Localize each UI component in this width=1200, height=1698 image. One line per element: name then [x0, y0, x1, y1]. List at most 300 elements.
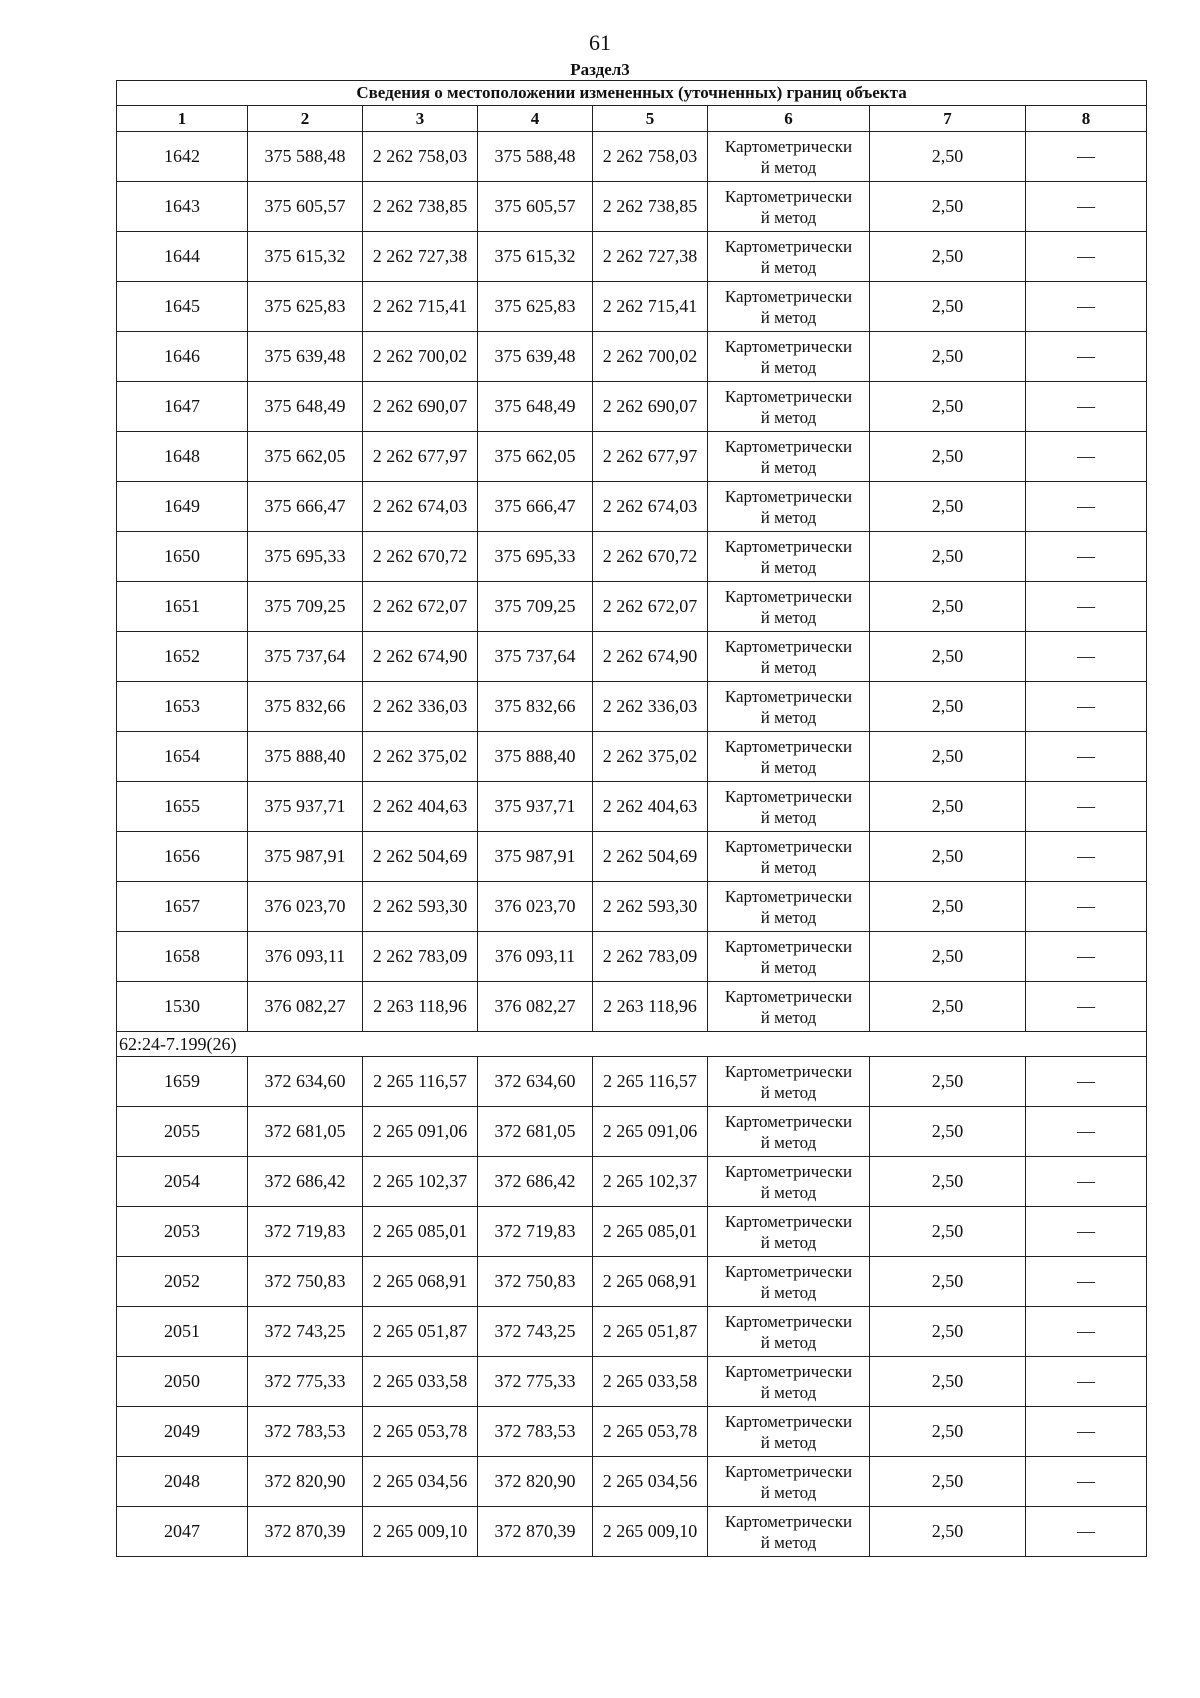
point-number-cell: 1653 [117, 682, 248, 732]
method-line: й метод [760, 1282, 817, 1302]
method-line: й метод [760, 707, 817, 727]
method-line: Картометрически [724, 1361, 853, 1381]
method-line: й метод [760, 607, 817, 627]
method-line: й метод [760, 907, 817, 927]
description-cell: — [1026, 482, 1147, 532]
accuracy-cell: 2,50 [870, 1357, 1026, 1407]
accuracy-cell: 2,50 [870, 882, 1026, 932]
table-row [117, 182, 1147, 232]
point-number-cell: 1645 [117, 282, 248, 332]
accuracy-cell: 2,50 [870, 482, 1026, 532]
method-line: Картометрически [724, 286, 853, 306]
y-coordinate-new-cell: 2 265 102,37 [593, 1157, 708, 1207]
y-coordinate-existing-cell: 2 262 758,03 [363, 132, 478, 182]
point-number-cell: 2055 [117, 1107, 248, 1157]
description-cell: — [1026, 1457, 1147, 1507]
description-cell: — [1026, 682, 1147, 732]
description-cell: — [1026, 332, 1147, 382]
y-coordinate-existing-cell: 2 262 700,02 [363, 332, 478, 382]
accuracy-cell: 2,50 [870, 1507, 1026, 1557]
y-coordinate-new-cell: 2 262 783,09 [593, 932, 708, 982]
method-cell [708, 1307, 870, 1357]
column-number: 5 [593, 106, 708, 132]
accuracy-cell: 2,50 [870, 582, 1026, 632]
method-line: Картометрически [724, 1311, 853, 1331]
x-coordinate-existing-cell: 375 737,64 [248, 632, 363, 682]
method-cell [708, 832, 870, 882]
method-line: Картометрически [724, 436, 853, 456]
x-coordinate-existing-cell: 372 870,39 [248, 1507, 363, 1557]
y-coordinate-existing-cell: 2 262 672,07 [363, 582, 478, 632]
method-line: Картометрически [724, 336, 853, 356]
y-coordinate-existing-cell: 2 265 116,57 [363, 1057, 478, 1107]
y-coordinate-existing-cell: 2 262 690,07 [363, 382, 478, 432]
x-coordinate-existing-cell: 372 743,25 [248, 1307, 363, 1357]
method-line: й метод [760, 207, 817, 227]
y-coordinate-new-cell: 2 265 034,56 [593, 1457, 708, 1507]
accuracy-cell: 2,50 [870, 1307, 1026, 1357]
table-row [117, 1207, 1147, 1257]
method-line: Картометрически [724, 836, 853, 856]
y-coordinate-new-cell: 2 263 118,96 [593, 982, 708, 1032]
method-line: Картометрически [724, 1061, 853, 1081]
x-coordinate-existing-cell: 375 888,40 [248, 732, 363, 782]
description-cell: — [1026, 1407, 1147, 1457]
table-row [117, 1407, 1147, 1457]
column-number: 3 [363, 106, 478, 132]
y-coordinate-existing-cell: 2 263 118,96 [363, 982, 478, 1032]
y-coordinate-existing-cell: 2 265 102,37 [363, 1157, 478, 1207]
method-line: Картометрически [724, 386, 853, 406]
column-number-row [117, 106, 1147, 132]
column-number: 6 [708, 106, 870, 132]
y-coordinate-existing-cell: 2 262 336,03 [363, 682, 478, 732]
method-line: й метод [760, 1332, 817, 1352]
table-row [117, 982, 1147, 1032]
accuracy-cell: 2,50 [870, 732, 1026, 782]
x-coordinate-existing-cell: 375 648,49 [248, 382, 363, 432]
point-number-cell: 1650 [117, 532, 248, 582]
y-coordinate-existing-cell: 2 265 091,06 [363, 1107, 478, 1157]
x-coordinate-new-cell: 375 666,47 [478, 482, 593, 532]
y-coordinate-existing-cell: 2 265 085,01 [363, 1207, 478, 1257]
method-cell [708, 532, 870, 582]
method-cell [708, 1107, 870, 1157]
x-coordinate-new-cell: 372 820,90 [478, 1457, 593, 1507]
method-cell [708, 582, 870, 632]
x-coordinate-new-cell: 375 605,57 [478, 182, 593, 232]
x-coordinate-new-cell: 375 639,48 [478, 332, 593, 382]
method-line: Картометрически [724, 736, 853, 756]
method-line: й метод [760, 457, 817, 477]
x-coordinate-new-cell: 372 743,25 [478, 1307, 593, 1357]
x-coordinate-existing-cell: 376 082,27 [248, 982, 363, 1032]
method-line: Картометрически [724, 936, 853, 956]
method-line: Картометрически [724, 686, 853, 706]
x-coordinate-new-cell: 372 634,60 [478, 1057, 593, 1107]
y-coordinate-existing-cell: 2 262 404,63 [363, 782, 478, 832]
method-line: Картометрически [724, 1261, 853, 1281]
y-coordinate-new-cell: 2 265 116,57 [593, 1057, 708, 1107]
y-coordinate-existing-cell: 2 265 009,10 [363, 1507, 478, 1557]
y-coordinate-existing-cell: 2 262 677,97 [363, 432, 478, 482]
method-cell [708, 332, 870, 382]
description-cell: — [1026, 1307, 1147, 1357]
table-caption: Сведения о местоположении измененных (уточненных) границ объекта [117, 81, 1147, 106]
description-cell: — [1026, 1207, 1147, 1257]
method-cell [708, 1057, 870, 1107]
accuracy-cell: 2,50 [870, 332, 1026, 382]
x-coordinate-existing-cell: 372 820,90 [248, 1457, 363, 1507]
table-row [117, 1257, 1147, 1307]
method-line: й метод [760, 1132, 817, 1152]
description-cell: — [1026, 1507, 1147, 1557]
method-cell [708, 1357, 870, 1407]
table-row [117, 1357, 1147, 1407]
accuracy-cell: 2,50 [870, 432, 1026, 482]
group-label: 62:24-7.199(26) [117, 1032, 1147, 1057]
accuracy-cell: 2,50 [870, 1057, 1026, 1107]
x-coordinate-new-cell: 375 832,66 [478, 682, 593, 732]
description-cell: — [1026, 382, 1147, 432]
x-coordinate-new-cell: 372 775,33 [478, 1357, 593, 1407]
accuracy-cell: 2,50 [870, 932, 1026, 982]
y-coordinate-new-cell: 2 265 053,78 [593, 1407, 708, 1457]
x-coordinate-existing-cell: 372 750,83 [248, 1257, 363, 1307]
x-coordinate-new-cell: 375 588,48 [478, 132, 593, 182]
y-coordinate-existing-cell: 2 265 053,78 [363, 1407, 478, 1457]
method-line: й метод [760, 257, 817, 277]
method-line: й метод [760, 807, 817, 827]
y-coordinate-new-cell: 2 262 677,97 [593, 432, 708, 482]
method-line: Картометрически [724, 186, 853, 206]
table-caption-row [117, 81, 1147, 106]
method-line: Картометрически [724, 486, 853, 506]
method-cell [708, 382, 870, 432]
table-row [117, 1307, 1147, 1357]
y-coordinate-existing-cell: 2 262 727,38 [363, 232, 478, 282]
method-cell [708, 1407, 870, 1457]
description-cell: — [1026, 1257, 1147, 1307]
y-coordinate-new-cell: 2 265 033,58 [593, 1357, 708, 1407]
method-line: Картометрически [724, 1511, 853, 1531]
method-line: Картометрически [724, 1411, 853, 1431]
y-coordinate-existing-cell: 2 262 504,69 [363, 832, 478, 882]
accuracy-cell: 2,50 [870, 532, 1026, 582]
table-row [117, 832, 1147, 882]
x-coordinate-existing-cell: 375 695,33 [248, 532, 363, 582]
x-coordinate-existing-cell: 375 662,05 [248, 432, 363, 482]
y-coordinate-existing-cell: 2 265 051,87 [363, 1307, 478, 1357]
accuracy-cell: 2,50 [870, 1257, 1026, 1307]
method-line: й метод [760, 1182, 817, 1202]
accuracy-cell: 2,50 [870, 682, 1026, 732]
method-line: й метод [760, 1482, 817, 1502]
table-row [117, 1457, 1147, 1507]
x-coordinate-existing-cell: 375 639,48 [248, 332, 363, 382]
table-row [117, 632, 1147, 682]
table-row [117, 582, 1147, 632]
point-number-cell: 1644 [117, 232, 248, 282]
point-number-cell: 1643 [117, 182, 248, 232]
x-coordinate-new-cell: 372 870,39 [478, 1507, 593, 1557]
point-number-cell: 2048 [117, 1457, 248, 1507]
method-cell [708, 1257, 870, 1307]
y-coordinate-existing-cell: 2 262 715,41 [363, 282, 478, 332]
x-coordinate-new-cell: 375 648,49 [478, 382, 593, 432]
y-coordinate-existing-cell: 2 262 738,85 [363, 182, 478, 232]
y-coordinate-new-cell: 2 262 336,03 [593, 682, 708, 732]
point-number-cell: 1642 [117, 132, 248, 182]
table-row [117, 132, 1147, 182]
y-coordinate-new-cell: 2 265 085,01 [593, 1207, 708, 1257]
page-number: 61 [589, 30, 611, 55]
accuracy-cell: 2,50 [870, 382, 1026, 432]
point-number-cell: 1646 [117, 332, 248, 382]
table-row [117, 682, 1147, 732]
method-cell [708, 882, 870, 932]
method-line: й метод [760, 857, 817, 877]
x-coordinate-new-cell: 375 888,40 [478, 732, 593, 782]
point-number-cell: 1656 [117, 832, 248, 882]
y-coordinate-new-cell: 2 262 672,07 [593, 582, 708, 632]
x-coordinate-existing-cell: 376 023,70 [248, 882, 363, 932]
point-number-cell: 2053 [117, 1207, 248, 1257]
method-line: Картометрически [724, 536, 853, 556]
accuracy-cell: 2,50 [870, 832, 1026, 882]
method-line: Картометрически [724, 636, 853, 656]
x-coordinate-new-cell: 372 686,42 [478, 1157, 593, 1207]
x-coordinate-existing-cell: 372 681,05 [248, 1107, 363, 1157]
y-coordinate-new-cell: 2 262 738,85 [593, 182, 708, 232]
table-row [117, 332, 1147, 382]
description-cell: — [1026, 1157, 1147, 1207]
point-number-cell: 1655 [117, 782, 248, 832]
method-line: Картометрически [724, 786, 853, 806]
point-number-cell: 1652 [117, 632, 248, 682]
description-cell: — [1026, 582, 1147, 632]
column-number: 7 [870, 106, 1026, 132]
accuracy-cell: 2,50 [870, 132, 1026, 182]
accuracy-cell: 2,50 [870, 182, 1026, 232]
x-coordinate-existing-cell: 375 709,25 [248, 582, 363, 632]
table-row [117, 782, 1147, 832]
point-number-cell: 2054 [117, 1157, 248, 1207]
accuracy-cell: 2,50 [870, 282, 1026, 332]
y-coordinate-existing-cell: 2 265 034,56 [363, 1457, 478, 1507]
method-cell [708, 432, 870, 482]
y-coordinate-existing-cell: 2 262 375,02 [363, 732, 478, 782]
x-coordinate-new-cell: 375 987,91 [478, 832, 593, 882]
x-coordinate-new-cell: 375 695,33 [478, 532, 593, 582]
method-line: й метод [760, 1382, 817, 1402]
y-coordinate-existing-cell: 2 262 674,90 [363, 632, 478, 682]
method-line: й метод [760, 1007, 817, 1027]
x-coordinate-existing-cell: 375 588,48 [248, 132, 363, 182]
method-line: й метод [760, 1232, 817, 1252]
method-line: й метод [760, 407, 817, 427]
x-coordinate-new-cell: 375 737,64 [478, 632, 593, 682]
description-cell: — [1026, 1057, 1147, 1107]
table-row [117, 282, 1147, 332]
column-number: 1 [117, 106, 248, 132]
description-cell: — [1026, 882, 1147, 932]
y-coordinate-new-cell: 2 262 404,63 [593, 782, 708, 832]
accuracy-cell: 2,50 [870, 782, 1026, 832]
y-coordinate-new-cell: 2 262 700,02 [593, 332, 708, 382]
y-coordinate-new-cell: 2 262 593,30 [593, 882, 708, 932]
method-cell [708, 782, 870, 832]
point-number-cell: 2050 [117, 1357, 248, 1407]
y-coordinate-existing-cell: 2 262 593,30 [363, 882, 478, 932]
table-row [117, 532, 1147, 582]
method-cell [708, 282, 870, 332]
x-coordinate-existing-cell: 375 605,57 [248, 182, 363, 232]
y-coordinate-new-cell: 2 262 375,02 [593, 732, 708, 782]
accuracy-cell: 2,50 [870, 632, 1026, 682]
x-coordinate-existing-cell: 375 625,83 [248, 282, 363, 332]
description-cell: — [1026, 1357, 1147, 1407]
method-cell [708, 132, 870, 182]
x-coordinate-existing-cell: 372 775,33 [248, 1357, 363, 1407]
point-number-cell: 1658 [117, 932, 248, 982]
method-line: й метод [760, 507, 817, 527]
y-coordinate-existing-cell: 2 262 670,72 [363, 532, 478, 582]
x-coordinate-new-cell: 375 709,25 [478, 582, 593, 632]
x-coordinate-new-cell: 372 750,83 [478, 1257, 593, 1307]
description-cell: — [1026, 282, 1147, 332]
table-row [117, 382, 1147, 432]
point-number-cell: 1649 [117, 482, 248, 532]
coordinates-table [116, 80, 1147, 1557]
method-cell [708, 732, 870, 782]
x-coordinate-new-cell: 375 662,05 [478, 432, 593, 482]
method-line: й метод [760, 357, 817, 377]
description-cell: — [1026, 432, 1147, 482]
point-number-cell: 2051 [117, 1307, 248, 1357]
x-coordinate-existing-cell: 375 987,91 [248, 832, 363, 882]
x-coordinate-new-cell: 376 023,70 [478, 882, 593, 932]
point-number-cell: 2052 [117, 1257, 248, 1307]
method-line: й метод [760, 1082, 817, 1102]
table-row [117, 432, 1147, 482]
description-cell: — [1026, 132, 1147, 182]
description-cell: — [1026, 532, 1147, 582]
description-cell: — [1026, 732, 1147, 782]
description-cell: — [1026, 932, 1147, 982]
accuracy-cell: 2,50 [870, 982, 1026, 1032]
section-title: Раздел3 [570, 60, 630, 79]
y-coordinate-new-cell: 2 262 758,03 [593, 132, 708, 182]
method-line: Картометрически [724, 236, 853, 256]
y-coordinate-existing-cell: 2 262 783,09 [363, 932, 478, 982]
y-coordinate-new-cell: 2 262 715,41 [593, 282, 708, 332]
point-number-cell: 1654 [117, 732, 248, 782]
point-number-cell: 1651 [117, 582, 248, 632]
method-line: й метод [760, 757, 817, 777]
x-coordinate-existing-cell: 375 615,32 [248, 232, 363, 282]
method-line: й метод [760, 307, 817, 327]
method-line: й метод [760, 557, 817, 577]
x-coordinate-new-cell: 375 937,71 [478, 782, 593, 832]
accuracy-cell: 2,50 [870, 1207, 1026, 1257]
y-coordinate-existing-cell: 2 262 674,03 [363, 482, 478, 532]
method-cell [708, 982, 870, 1032]
y-coordinate-new-cell: 2 262 690,07 [593, 382, 708, 432]
method-cell [708, 1157, 870, 1207]
y-coordinate-new-cell: 2 262 674,90 [593, 632, 708, 682]
x-coordinate-existing-cell: 372 783,53 [248, 1407, 363, 1457]
y-coordinate-new-cell: 2 265 091,06 [593, 1107, 708, 1157]
accuracy-cell: 2,50 [870, 1107, 1026, 1157]
y-coordinate-new-cell: 2 262 674,03 [593, 482, 708, 532]
method-cell [708, 682, 870, 732]
method-line: Картометрически [724, 1461, 853, 1481]
accuracy-cell: 2,50 [870, 232, 1026, 282]
x-coordinate-existing-cell: 372 719,83 [248, 1207, 363, 1257]
point-number-cell: 2049 [117, 1407, 248, 1457]
method-cell [708, 932, 870, 982]
group-row [117, 1032, 1147, 1057]
x-coordinate-new-cell: 376 093,11 [478, 932, 593, 982]
point-number-cell: 2047 [117, 1507, 248, 1557]
method-line: Картометрически [724, 1111, 853, 1131]
method-line: Картометрически [724, 136, 853, 156]
y-coordinate-new-cell: 2 265 009,10 [593, 1507, 708, 1557]
y-coordinate-new-cell: 2 262 504,69 [593, 832, 708, 882]
x-coordinate-new-cell: 372 719,83 [478, 1207, 593, 1257]
column-number: 4 [478, 106, 593, 132]
point-number-cell: 1530 [117, 982, 248, 1032]
table-body [117, 132, 1147, 1557]
method-line: й метод [760, 157, 817, 177]
table-row [117, 1157, 1147, 1207]
description-cell: — [1026, 782, 1147, 832]
point-number-cell: 1659 [117, 1057, 248, 1107]
method-line: Картометрически [724, 986, 853, 1006]
point-number-cell: 1648 [117, 432, 248, 482]
table-row [117, 1107, 1147, 1157]
y-coordinate-new-cell: 2 265 051,87 [593, 1307, 708, 1357]
method-line: й метод [760, 1532, 817, 1552]
y-coordinate-new-cell: 2 262 670,72 [593, 532, 708, 582]
description-cell: — [1026, 982, 1147, 1032]
description-cell: — [1026, 832, 1147, 882]
x-coordinate-existing-cell: 375 937,71 [248, 782, 363, 832]
method-cell [708, 482, 870, 532]
method-line: й метод [760, 1432, 817, 1452]
x-coordinate-new-cell: 375 615,32 [478, 232, 593, 282]
method-cell [708, 1207, 870, 1257]
description-cell: — [1026, 232, 1147, 282]
table-row [117, 232, 1147, 282]
y-coordinate-existing-cell: 2 265 033,58 [363, 1357, 478, 1407]
y-coordinate-new-cell: 2 262 727,38 [593, 232, 708, 282]
x-coordinate-new-cell: 372 783,53 [478, 1407, 593, 1457]
method-cell [708, 232, 870, 282]
table-row [117, 1507, 1147, 1557]
y-coordinate-existing-cell: 2 265 068,91 [363, 1257, 478, 1307]
method-cell [708, 632, 870, 682]
method-cell [708, 1507, 870, 1557]
accuracy-cell: 2,50 [870, 1157, 1026, 1207]
x-coordinate-new-cell: 376 082,27 [478, 982, 593, 1032]
x-coordinate-new-cell: 375 625,83 [478, 282, 593, 332]
x-coordinate-existing-cell: 375 832,66 [248, 682, 363, 732]
accuracy-cell: 2,50 [870, 1407, 1026, 1457]
column-number: 8 [1026, 106, 1147, 132]
method-cell [708, 182, 870, 232]
